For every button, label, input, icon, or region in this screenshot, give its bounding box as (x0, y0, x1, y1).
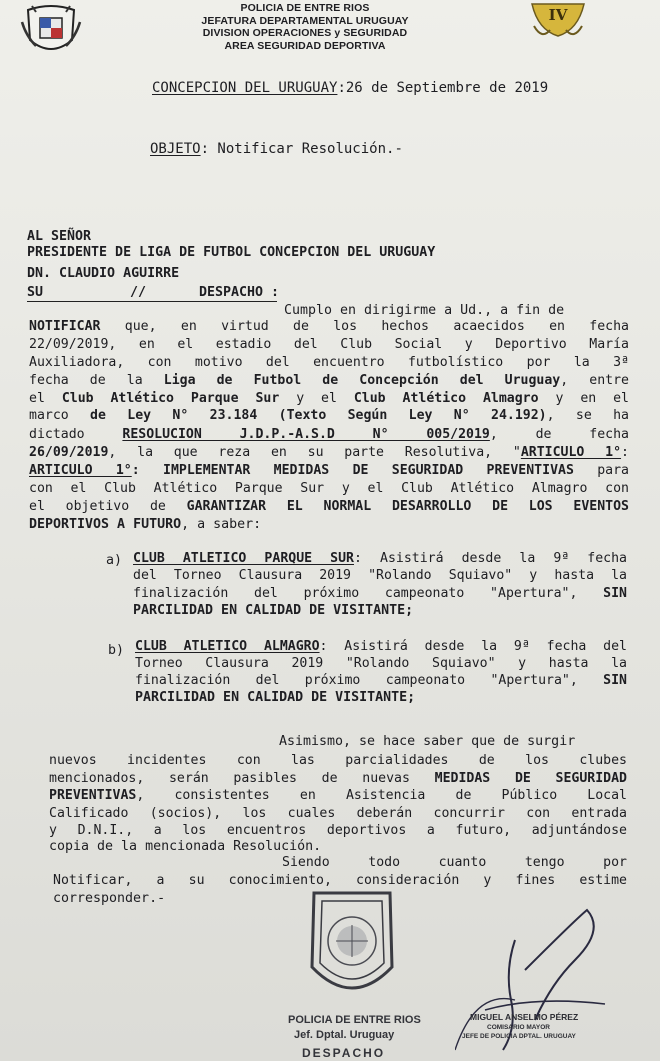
dateline-place: CONCEPCION DEL URUGUAY (152, 80, 338, 96)
article-text: SIN (603, 673, 627, 688)
article-label: ARTICULO 1° (29, 463, 132, 478)
letterhead-line: DIVISION OPERACIONES y SEGURIDAD (202, 27, 408, 39)
item-b-line (135, 673, 627, 689)
body-line (29, 463, 629, 479)
dateline-date: :26 de Septiembre de 2019 (337, 80, 549, 96)
item-a-line (133, 551, 627, 567)
league-name: Liga de Futbol de Concepción del Uruguay (163, 373, 561, 388)
item-b-line: PARCILIDAD EN CALIDAD DE VISITANTE; (135, 690, 416, 705)
addressee-colon: : (271, 285, 280, 300)
resolution-date: 26/09/2019 (29, 445, 109, 460)
body-text: finalización del próximo campeonato "Apertura", (135, 673, 578, 688)
stamp-text-line: DESPACHO (302, 1046, 386, 1060)
body-text: , se ha (546, 408, 629, 423)
measure-text: MEDIDAS DE SEGURIDAD (434, 771, 627, 786)
item-b-line (135, 639, 627, 655)
body-text: el objetivo de (29, 499, 166, 514)
body-line (29, 391, 629, 407)
closing-line: nuevos incidentes con las parcialidades de los clubes (49, 753, 627, 768)
stamp-text-line: POLICIA DE ENTRE RIOS (288, 1014, 421, 1026)
article-text: GARANTIZAR EL NORMAL DESARROLLO DE LOS EVENTOS (186, 499, 629, 514)
body-text: dictado (29, 427, 85, 442)
article-text: DEPORTIVOS A FUTURO (29, 517, 182, 532)
signatory-name: MIGUEL ANSELMO PÉREZ (470, 1012, 579, 1022)
body-line: 22/09/2019, en el estadio del Club Social y Deportivo María (29, 337, 629, 352)
item-a-line: del Torneo Clausura 2019 "Rolando Squiavo" y hasta la (133, 568, 627, 583)
addressee-line-1: AL SEÑOR (27, 229, 92, 244)
addressee-line-3: DN. CLAUDIO AGUIRRE (27, 266, 180, 281)
body-text: fecha de la (29, 373, 143, 388)
body-text: : (621, 445, 629, 460)
body-text: para (597, 463, 629, 478)
closing-line (49, 771, 627, 787)
item-a-line: PARCILIDAD EN CALIDAD DE VISITANTE; (133, 603, 414, 618)
body-text: y en el (555, 391, 629, 406)
club-name: Club Atlético Almagro (353, 391, 539, 406)
body-line: con el Club Atlético Parque Sur y el Club Atlético Almagro con (29, 481, 629, 496)
body-text: finalización del próximo campeonato "Apertura", (133, 586, 578, 601)
addressee-slashes: // (130, 285, 147, 300)
subject-text: : Notificar Resolución.- (200, 141, 403, 157)
police-crest-logo (18, 2, 84, 60)
department-emblem-logo (528, 0, 588, 40)
measure-text: PREVENTIVAS (49, 788, 137, 803)
stamp-text-line: Jef. Dptal. Uruguay (294, 1029, 395, 1041)
closing-line: Calificado (socios), los cuales deberán concurrir con entrada (49, 806, 627, 821)
body-text: , la que reza en su parte Resolutiva, " (108, 445, 521, 460)
body-text: , a saber: (181, 517, 262, 532)
article-text: : IMPLEMENTAR MEDIDAS DE SEGURIDAD PREVENTIVAS (131, 463, 574, 478)
club-name: CLUB ATLETICO PARQUE SUR (133, 551, 354, 566)
body-line (29, 517, 261, 533)
signatory-rank: COMISARIO MAYOR (487, 1024, 550, 1031)
body-line (29, 373, 629, 389)
item-b-marker: b) (108, 643, 125, 658)
body-line: Auxiliadora, con motivo del encuentro futbolístico por la 3ª (29, 355, 629, 370)
body-text: mencionados, serán pasibles de nuevas (49, 771, 410, 786)
body-text: y el (296, 391, 337, 406)
letterhead (180, 2, 430, 52)
signatory-role: JEFE DE POLICIA DPTAL. URUGUAY (462, 1033, 576, 1040)
body-text: marco (29, 408, 69, 423)
club-name: Club Atlético Parque Sur (61, 391, 280, 406)
club-name: CLUB ATLETICO ALMAGRO (135, 639, 320, 654)
emblem-text: IV (548, 6, 568, 24)
item-a-marker: a) (106, 553, 123, 568)
closing-line: corresponder.- (53, 891, 166, 906)
resolution-number: RESOLUCION J.D.P.-A.S.D N° 005/2019 (122, 427, 490, 442)
body-text: el (29, 391, 45, 406)
item-b-line: Torneo Clausura 2019 "Rolando Squiavo" y hasta la (135, 656, 627, 671)
body-text: : Asistirá desde la 9ª fecha del (319, 639, 627, 654)
body-text: que, en virtud de los hechos acaecidos en fecha (124, 319, 629, 334)
law-reference: de Ley N° 23.184 (Texto Según Ley N° 24.192) (90, 408, 547, 423)
body-text: , consistentes en Asistencia de Público Local (136, 788, 627, 803)
closing-line: Siendo todo cuanto tengo por (282, 855, 627, 870)
addressee-su: SU (27, 285, 44, 300)
body-text: : Asistirá desde la 9ª fecha (353, 551, 627, 566)
letterhead-line: AREA SEGURIDAD DEPORTIVA (224, 39, 386, 52)
body-line (29, 427, 629, 443)
body-line (29, 499, 629, 515)
dateline (152, 80, 548, 96)
closing-line (49, 788, 627, 804)
body-line (29, 445, 629, 461)
subject-line (150, 141, 403, 157)
body-text: , entre (560, 373, 629, 388)
article-label: ARTICULO 1° (520, 445, 622, 460)
body-line (29, 319, 629, 335)
closing-line: copia de la mencionada Resolución. (49, 839, 322, 854)
notificar-word: NOTIFICAR (29, 319, 101, 334)
letterhead-line: JEFATURA DEPARTAMENTAL URUGUAY (201, 14, 409, 27)
closing-line: y D.N.I., a los encuentros deportivos a futuro, adjuntándose (49, 823, 627, 838)
addressee-line-2: PRESIDENTE DE LIGA DE FUTBOL CONCEPCION DEL URUGUAY (27, 245, 436, 260)
closing-line: Notificar, a su conocimiento, consideración y fines estime (53, 873, 627, 888)
body-line (29, 408, 629, 424)
letterhead-line: POLICIA DE ENTRE RIOS (240, 2, 370, 14)
body-line: Cumplo en dirigirme a Ud., a fin de (284, 303, 565, 318)
addressee-despacho-line (27, 285, 280, 302)
article-text: SIN (603, 586, 627, 601)
addressee-despacho: DESPACHO (199, 285, 264, 300)
item-a-line (133, 586, 627, 602)
closing-line: Asimismo, se hace saber que de surgir (279, 734, 576, 749)
subject-label: OBJETO (150, 141, 201, 157)
body-text: , de fecha (489, 427, 629, 442)
official-stamp-seal (306, 887, 398, 1009)
